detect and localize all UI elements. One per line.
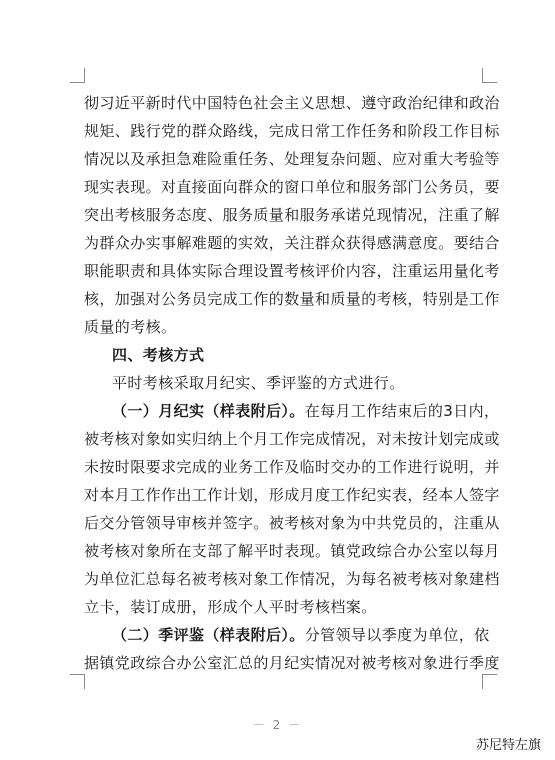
- body-line: 职能职责和具体实际合理设置考核评价内容，注重运用量化考: [84, 262, 500, 280]
- item-one-first-line: [84, 397, 500, 425]
- body-line: 规矩、践行党的群众路线，完成日常工作任务和阶段工作目标: [84, 122, 500, 140]
- item-one-line: 对本月工作作出工作计划，形成月度工作纪实表，经本人签字: [84, 486, 500, 504]
- body-line: 现实表现。对直接面向群众的窗口单位和服务部门公务员，要: [84, 178, 500, 196]
- body-line: 核，加强对公务员完成工作的数量和质量的考核，特别是工作: [84, 290, 500, 308]
- item-one-line: 为单位汇总每名被考核对象工作情况，为每名被考核对象建档: [84, 570, 500, 588]
- body-line: 彻习近平新时代中国特色社会主义思想、遵守政治纪律和政治: [84, 94, 500, 112]
- item-one-line: 立卡，装订成册，形成个人平时考核档案。: [84, 598, 377, 616]
- document-body: [84, 89, 500, 677]
- item-two-label: （二）季评鉴（样表附后）。: [112, 626, 305, 644]
- item-one-line: 未按时限要求完成的业务工作及临时交办的工作进行说明，并: [84, 458, 500, 476]
- crop-mark-top-left: [70, 68, 85, 83]
- crop-mark-bottom-left: [70, 674, 85, 689]
- watermark-text: 苏尼特左旗: [475, 738, 541, 753]
- item-one-line: 被考核对象如实归纳上个月工作完成情况，对未按计划完成或: [84, 430, 500, 448]
- item-two-first-line: [84, 621, 490, 649]
- item-one-label: （一）月纪实（样表附后）。: [112, 402, 305, 420]
- body-line: 为群众办实事解难题的实效，关注群众获得感满意度。要结合: [84, 234, 500, 252]
- intro-line: 平时考核采取月纪实、季评鉴的方式进行。: [112, 374, 405, 392]
- body-line: 情况以及承担急难险重任务、处理复杂问题、应对重大考验等: [84, 150, 500, 168]
- body-line: 突出考核服务态度、服务质量和服务承诺兑现情况，注重了解: [84, 206, 500, 224]
- page-number: － 2 －: [252, 718, 303, 732]
- crop-mark-bottom-right: [482, 674, 497, 689]
- crop-mark-top-right: [482, 68, 497, 83]
- item-one-first-rest: 在每月工作结束后的3日内，: [304, 402, 500, 420]
- item-two-first-rest: 分管领导以季度为单位，依: [304, 626, 490, 644]
- item-one-line: 后交分管领导审核并签字。被考核对象为中共党员的，注重从: [84, 514, 500, 532]
- section-heading-assessment-method: 四、考核方式: [112, 346, 205, 364]
- item-two-line: 据镇党政综合办公室汇总的月纪实情况对被考核对象进行季度: [84, 654, 500, 672]
- item-one-line: 被考核对象所在支部了解平时表现。镇党政综合办公室以每月: [84, 542, 500, 560]
- body-line: 质量的考核。: [84, 318, 177, 336]
